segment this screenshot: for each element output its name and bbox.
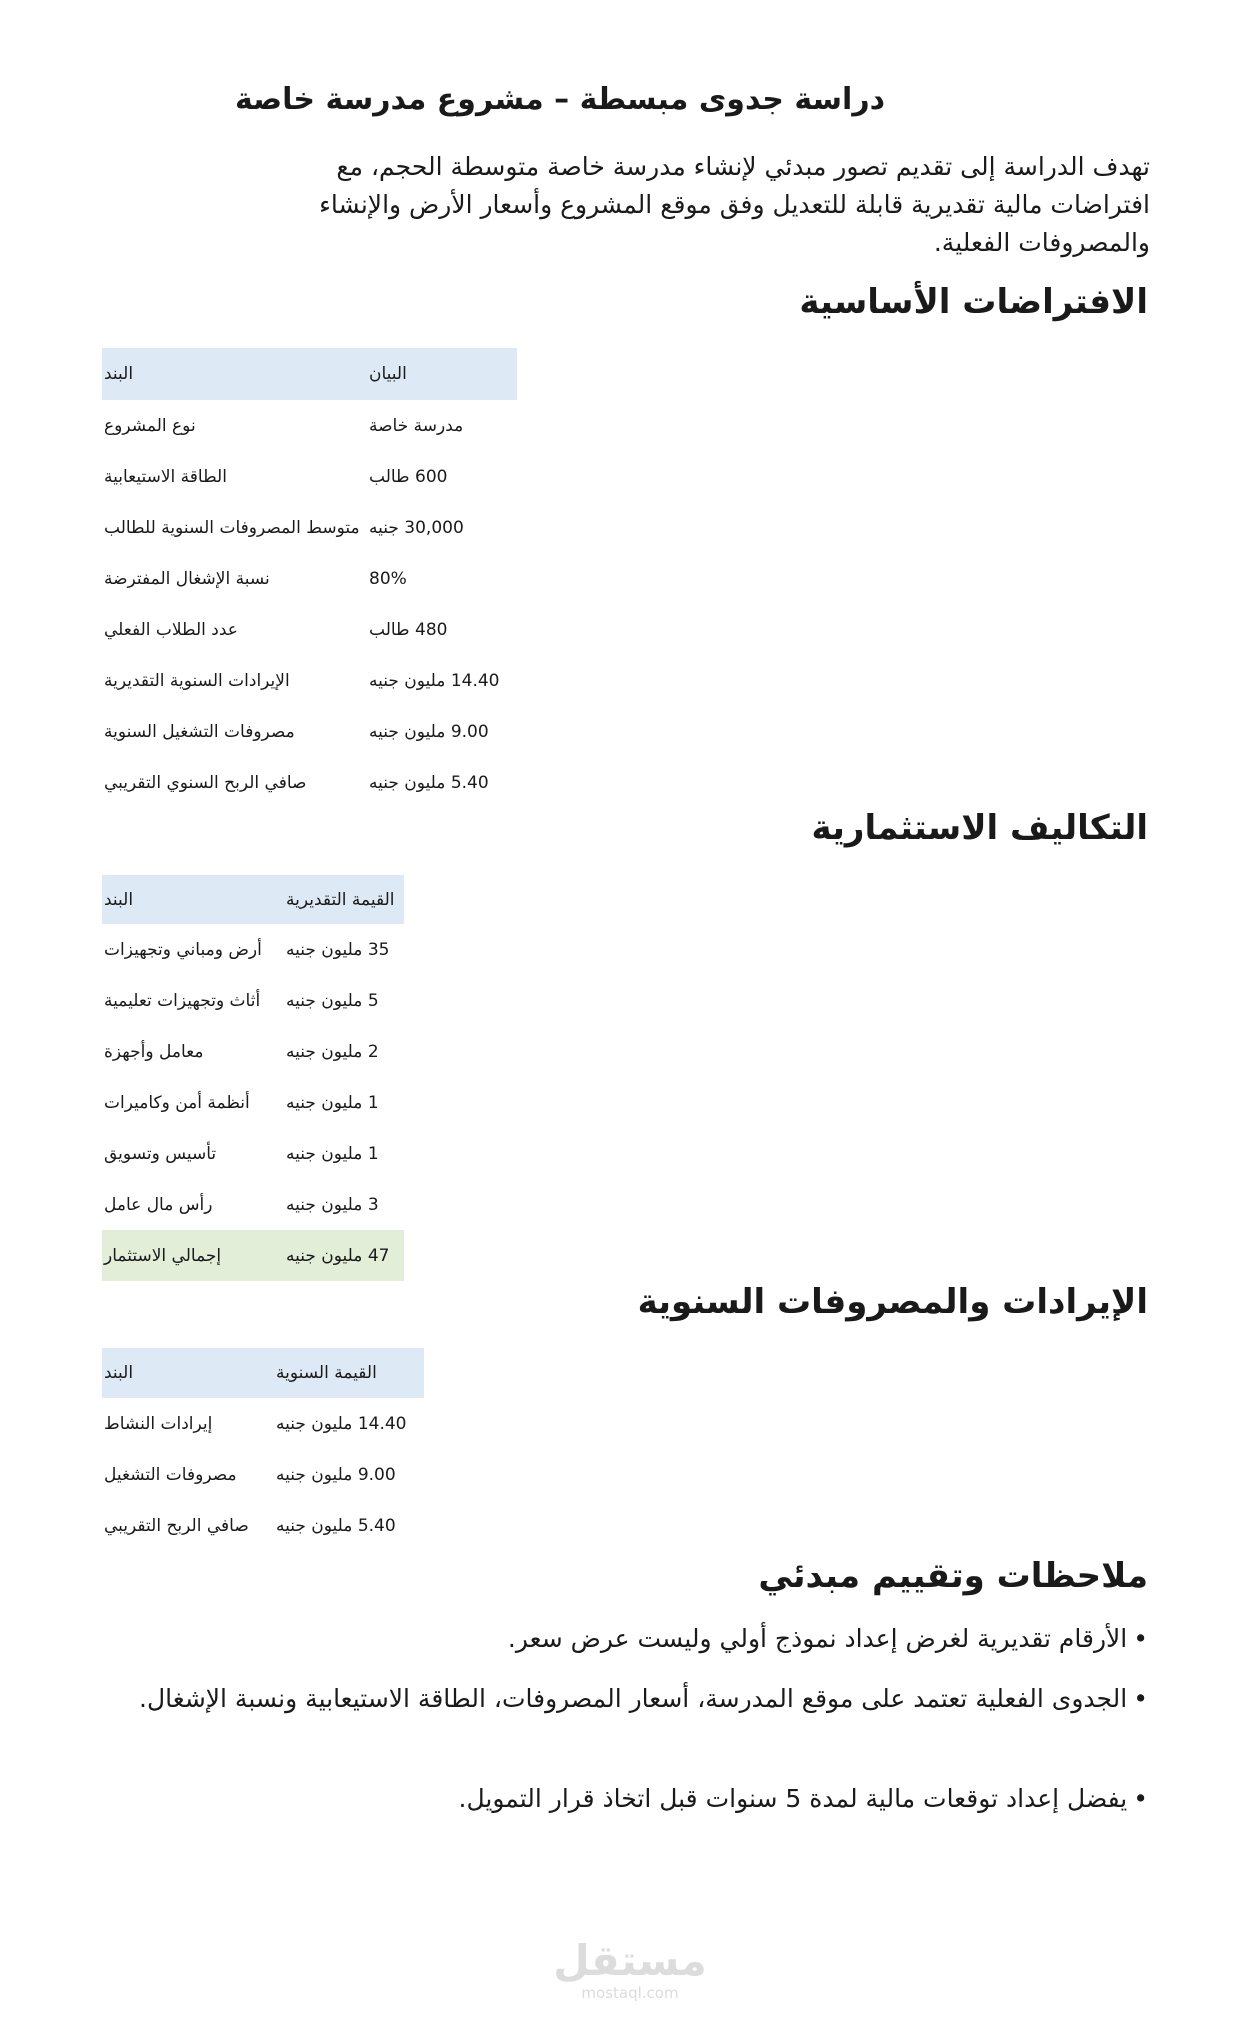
cell-item: إيرادات النشاط	[104, 1413, 213, 1434]
table-row	[102, 604, 517, 655]
table-row	[102, 502, 517, 553]
cell-value: 1 مليون جنيه	[286, 1092, 379, 1113]
cell-value: 30,000 جنيه	[369, 517, 464, 538]
table-row	[102, 1077, 404, 1128]
cell-value: 3 مليون جنيه	[286, 1194, 379, 1215]
assumptions-table	[102, 348, 517, 808]
cell-item: صافي الربح السنوي التقريبي	[104, 772, 307, 793]
list-item	[88, 1620, 1148, 1658]
annual-heading: الإيرادات والمصروفات السنوية	[637, 1282, 1148, 1322]
cell-item: أنظمة أمن وكاميرات	[104, 1092, 250, 1113]
bullet-icon: •	[1133, 1684, 1148, 1713]
cell-value: 14.40 مليون جنيه	[369, 670, 500, 691]
header-value: القيمة التقديرية	[284, 875, 404, 924]
list-item	[88, 1680, 1148, 1718]
cell-value: مدرسة خاصة	[369, 415, 464, 436]
cell-item: مصروفات التشغيل	[104, 1464, 237, 1485]
table-header-row	[102, 348, 517, 400]
table-row	[102, 655, 517, 706]
annual-table	[102, 1348, 424, 1551]
table-row	[102, 757, 517, 808]
note-text: الجدوى الفعلية تعتمد على موقع المدرسة، أسعار المصروفات، الطاقة الاستيعابية ونسبة الإشغال.	[139, 1684, 1128, 1713]
intro-paragraph: تهدف الدراسة إلى تقديم تصور مبدئي لإنشاء مدرسة خاصة متوسطة الحجم، مع افتراضات مالية تقديرية قابلة للتعديل وفق موقع المشروع وأسعار الأرض والإنشاء والمصروفات الفعلية.	[319, 152, 1150, 257]
cell-item: معامل وأجهزة	[104, 1041, 204, 1062]
header-value: البيان	[367, 348, 517, 400]
cell-item: تأسيس وتسويق	[104, 1143, 217, 1164]
cell-item: أرض ومباني وتجهيزات	[104, 939, 262, 960]
cell-value: 14.40 مليون جنيه	[276, 1413, 407, 1434]
note-text: يفضل إعداد توقعات مالية لمدة 5 سنوات قبل اتخاذ قرار التمويل.	[458, 1784, 1128, 1813]
investment-table	[102, 875, 404, 1281]
table-row	[102, 975, 404, 1026]
table-row	[102, 924, 404, 975]
cell-total-item: إجمالي الاستثمار	[102, 1230, 284, 1281]
cell-item: الطاقة الاستيعابية	[104, 466, 227, 487]
list-item	[88, 1780, 1148, 1818]
assumptions-heading: الافتراضات الأساسية	[799, 282, 1148, 322]
cell-value: 5.40 مليون جنيه	[369, 772, 489, 793]
bullet-icon: •	[1133, 1784, 1148, 1813]
cell-item: رأس مال عامل	[104, 1194, 213, 1215]
table-header-row	[102, 875, 404, 924]
cell-item: نوع المشروع	[104, 415, 196, 436]
table-row	[102, 400, 517, 451]
cell-item: نسبة الإشغال المفترضة	[104, 568, 270, 589]
table-row	[102, 706, 517, 757]
cell-value: 9.00 مليون جنيه	[276, 1464, 396, 1485]
table-row	[102, 553, 517, 604]
watermark-logo: مستقل	[553, 1936, 707, 1985]
cell-item: عدد الطلاب الفعلي	[104, 619, 238, 640]
cell-value: 80%	[369, 568, 407, 589]
cell-item: الإيرادات السنوية التقديرية	[104, 670, 290, 691]
table-row	[102, 1398, 424, 1449]
note-text: الأرقام تقديرية لغرض إعداد نموذج أولي وليست عرض سعر.	[507, 1624, 1128, 1653]
notes-heading: ملاحظات وتقييم مبدئي	[758, 1556, 1148, 1596]
header-item: البند	[102, 1348, 274, 1398]
document-title: دراسة جدوى مبسطة – مشروع مدرسة خاصة	[234, 82, 885, 117]
table-header-row	[102, 1348, 424, 1398]
table-row	[102, 1500, 424, 1551]
cell-total-value: 47 مليون جنيه	[284, 1230, 404, 1281]
cell-item: صافي الربح التقريبي	[104, 1515, 249, 1536]
cell-value: 480 طالب	[369, 619, 448, 640]
cell-value: 5.40 مليون جنيه	[276, 1515, 396, 1536]
watermark	[540, 1938, 720, 2002]
header-item: البند	[102, 348, 367, 400]
header-item: البند	[102, 875, 284, 924]
cell-value: 2 مليون جنيه	[286, 1041, 379, 1062]
cell-item: مصروفات التشغيل السنوية	[104, 721, 295, 742]
watermark-url: mostaql.com	[581, 1984, 679, 2002]
table-row	[102, 1449, 424, 1500]
table-row	[102, 1128, 404, 1179]
table-row	[102, 451, 517, 502]
cell-value: 9.00 مليون جنيه	[369, 721, 489, 742]
header-value: القيمة السنوية	[274, 1348, 424, 1398]
cell-item: أثاث وتجهيزات تعليمية	[104, 990, 261, 1011]
cell-item: متوسط المصروفات السنوية للطالب	[104, 517, 360, 538]
table-row	[102, 1026, 404, 1077]
cell-value: 1 مليون جنيه	[286, 1143, 379, 1164]
cell-value: 600 طالب	[369, 466, 448, 487]
table-row	[102, 1179, 404, 1230]
investment-heading: التكاليف الاستثمارية	[811, 808, 1148, 848]
table-total-row	[102, 1230, 404, 1281]
bullet-icon: •	[1133, 1624, 1148, 1653]
cell-value: 35 مليون جنيه	[286, 939, 390, 960]
cell-value: 5 مليون جنيه	[286, 990, 379, 1011]
